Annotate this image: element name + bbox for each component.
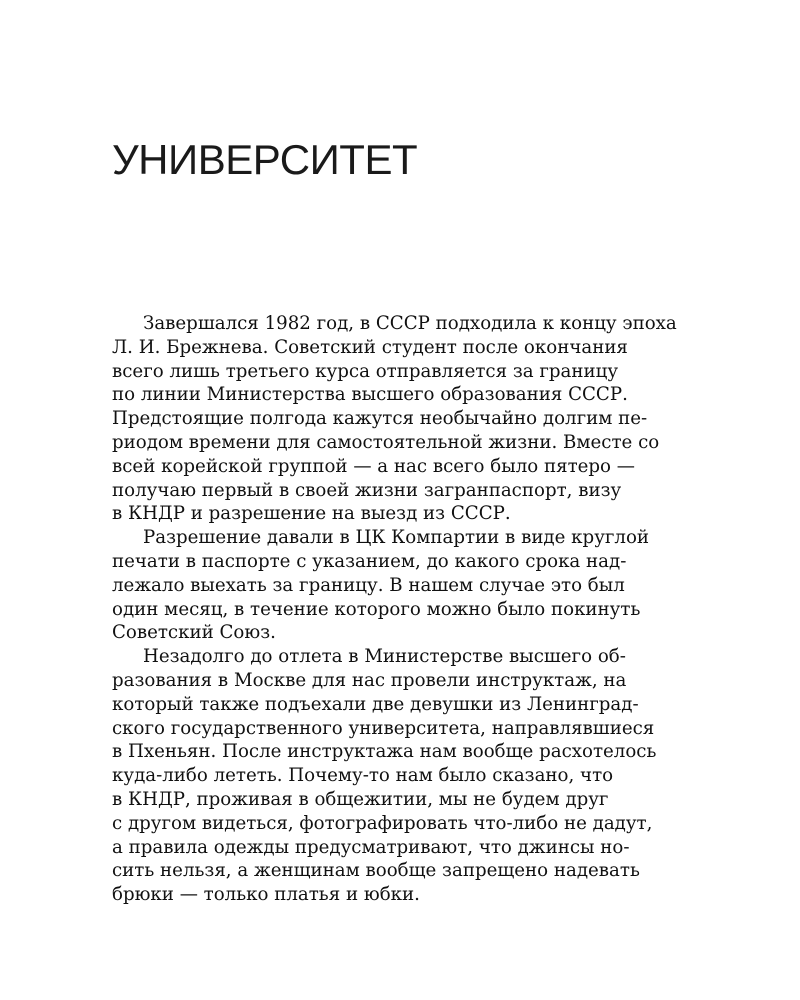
text-line: по линии Министерства высшего образования СССР. xyxy=(112,384,628,406)
text-line: Л. И. Брежнева. Советский студент после окончания xyxy=(112,336,628,358)
text-line: получаю первый в своей жизни загранпаспорт, визу xyxy=(112,479,622,501)
text-line: Предстоящие полгода кажутся необычайно долгим пе- xyxy=(112,408,648,430)
text-line: Незадолго до отлета в Министерстве высшего об- xyxy=(143,646,626,668)
text-line: в КНДР и разрешение на выезд из СССР. xyxy=(112,503,511,525)
text-line: который также подъехали две девушки из Ленинград- xyxy=(112,693,639,715)
text-line: всего лишь третьего курса отправляется за границу xyxy=(112,360,619,382)
text-line: в КНДР, проживая в общежитии, мы не будем друг xyxy=(112,788,609,810)
text-line: брюки — только платья и юбки. xyxy=(112,884,420,906)
body-text xyxy=(112,312,719,907)
text-line: куда-либо лететь. Почему-то нам было сказано, что xyxy=(112,765,614,787)
text-line: лежало выехать за границу. В нашем случае это был xyxy=(112,574,625,596)
text-line: сить нельзя, а женщинам вообще запрещено надевать xyxy=(112,860,640,882)
text-line: печати в паспорте с указанием, до какого срока над- xyxy=(112,550,627,572)
text-line: риодом времени для самостоятельной жизни. Вместе со xyxy=(112,431,660,453)
text-line: ского государственного университета, направлявшиеся xyxy=(112,717,655,739)
text-line: разования в Москве для нас провели инструктаж, на xyxy=(112,669,627,691)
text-line: в Пхеньян. После инструктажа нам вообще расхотелось xyxy=(112,741,657,763)
text-line: один месяц, в течение которого можно было покинуть xyxy=(112,598,641,620)
text-line: а правила одежды предусматривают, что джинсы но- xyxy=(112,836,630,858)
text-line: Советский Союз. xyxy=(112,622,276,644)
text-line: Завершался 1982 год, в СССР подходила к концу эпоха xyxy=(143,313,677,334)
text-line: с другом видеться, фотографировать что-либо не дадут, xyxy=(112,812,653,834)
text-line: Разрешение давали в ЦК Компартии в виде круглой xyxy=(143,527,650,549)
chapter-title: УНИВЕРСИТЕТ xyxy=(112,136,418,183)
text-line: всей корейской группой — а нас всего было пятеро — xyxy=(112,455,635,477)
